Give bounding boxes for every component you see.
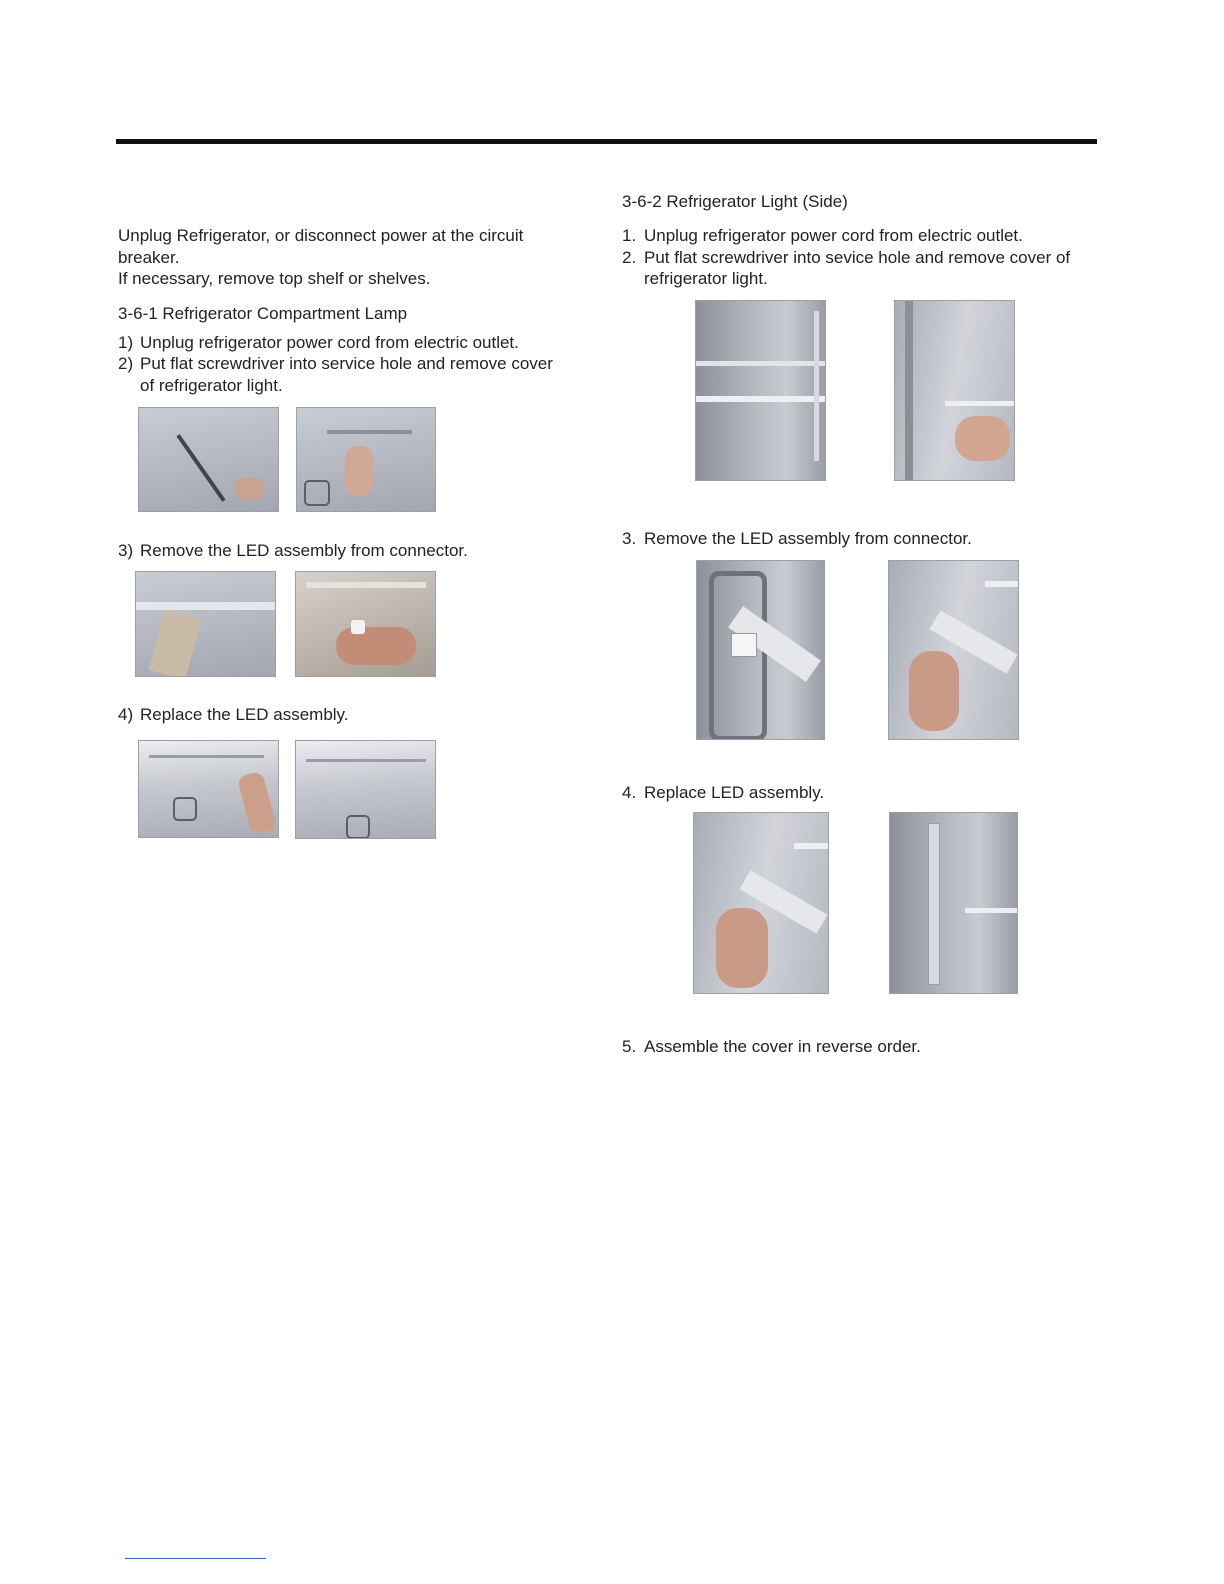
right-step-2 — [622, 247, 1070, 269]
step-number: 1. — [622, 226, 637, 245]
photo-replace-led-1 — [138, 740, 279, 838]
step-number: 2. — [622, 248, 637, 267]
step-text: Replace LED assembly. — [644, 783, 825, 802]
step-text: Remove the LED assembly from connector. — [140, 541, 468, 560]
step-number: 4. — [622, 783, 637, 802]
photo-side-replace-led-1 — [693, 812, 829, 994]
left-step-1 — [118, 332, 519, 354]
step-number: 4) — [118, 705, 134, 724]
step-text: Put flat screwdriver into service hole and remove cover — [140, 354, 553, 373]
intro-line-1: Unplug Refrigerator, or disconnect power at the circuit — [118, 226, 524, 245]
footer-link-underline[interactable] — [125, 1558, 266, 1559]
step-number: 5. — [622, 1037, 637, 1056]
header-rule — [116, 139, 1097, 144]
photo-side-led-connector — [696, 560, 825, 740]
photo-remove-light-cover — [296, 407, 436, 512]
right-step-2-cont: refrigerator light. — [644, 269, 768, 288]
photo-side-light-shelves — [695, 300, 826, 481]
photo-pull-led-assembly — [295, 571, 436, 677]
photo-side-light-remove-cover — [894, 300, 1015, 481]
step-text: Replace the LED assembly. — [140, 705, 349, 724]
step-text: Remove the LED assembly from connector. — [644, 529, 972, 548]
step-text: Unplug refrigerator power cord from electric outlet. — [644, 226, 1023, 245]
right-step-3 — [622, 528, 972, 550]
right-step-5 — [622, 1036, 921, 1058]
left-step-3 — [118, 540, 468, 562]
left-step-2-cont: of refrigerator light. — [140, 376, 283, 395]
photo-screwdriver-service-hole — [138, 407, 279, 512]
photo-side-replace-led-2 — [889, 812, 1018, 994]
step-number: 3) — [118, 541, 134, 560]
right-step-1 — [622, 225, 1023, 247]
photo-led-connector-ceiling — [135, 571, 276, 677]
step-number: 3. — [622, 529, 637, 548]
right-step-4 — [622, 782, 824, 804]
photo-side-pull-led — [888, 560, 1019, 740]
step-text: Unplug refrigerator power cord from electric outlet. — [140, 333, 519, 352]
section-title-3-6-1: 3-6-1 Refrigerator Compartment Lamp — [118, 304, 408, 323]
step-text: Assemble the cover in reverse order. — [644, 1037, 921, 1056]
step-number: 2) — [118, 354, 134, 373]
step-number: 1) — [118, 333, 134, 352]
intro-line-2: breaker. — [118, 248, 180, 267]
intro-line-3: If necessary, remove top shelf or shelves. — [118, 269, 431, 288]
section-title-3-6-2: 3-6-2 Refrigerator Light (Side) — [622, 192, 848, 211]
step-text: Put flat screwdriver into sevice hole and remove cover of — [644, 248, 1071, 267]
left-step-2 — [118, 353, 553, 375]
photo-replace-led-2 — [295, 740, 436, 839]
left-step-4 — [118, 704, 349, 726]
